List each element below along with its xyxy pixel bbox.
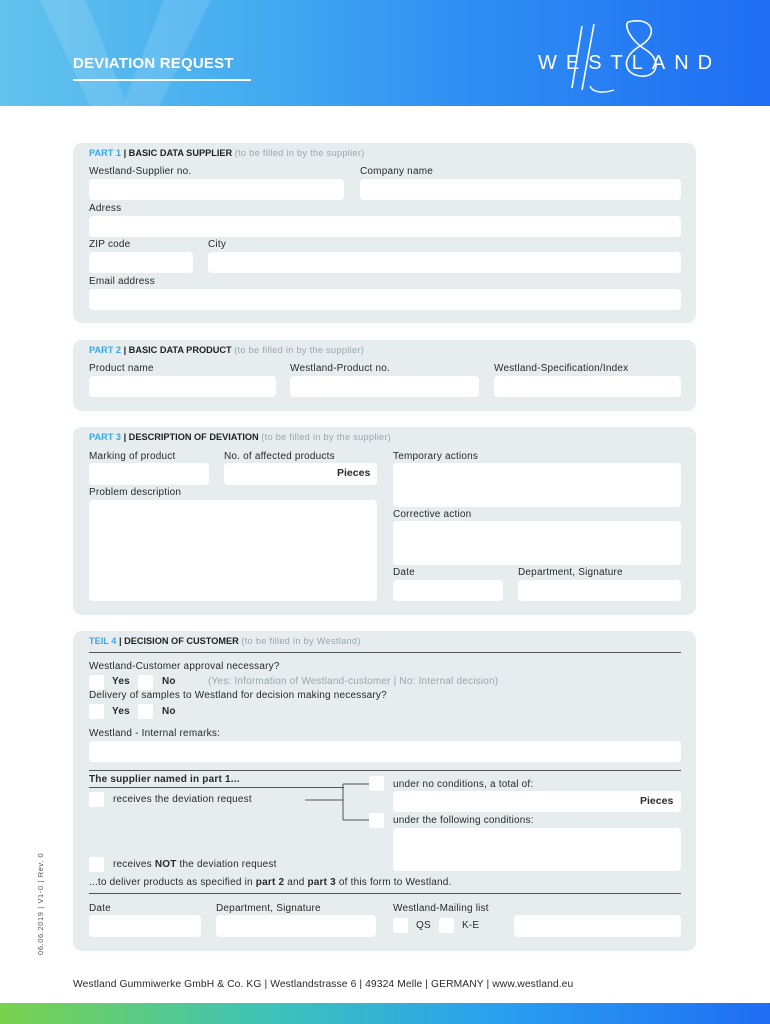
- page-title: DEVIATION REQUEST: [73, 55, 234, 72]
- address-label: Adress: [89, 203, 122, 214]
- remarks-divider: [89, 770, 681, 771]
- problem-description-label: Problem description: [89, 487, 182, 498]
- affected-products-label: No. of affected products: [224, 451, 335, 462]
- part1-title: PART 1 | BASIC DATA SUPPLIER (to be filled in by the supplier): [89, 148, 365, 158]
- city-field[interactable]: [208, 252, 681, 273]
- receives-checkbox[interactable]: [89, 792, 104, 807]
- logo-text: WESTLAND: [538, 52, 722, 74]
- internal-remarks-label: Westland - Internal remarks:: [89, 728, 221, 739]
- part3-title: PART 3 | DESCRIPTION OF DEVIATION (to be filled in by the supplier): [89, 432, 392, 442]
- footer-gradient-bar: [0, 1003, 770, 1024]
- product-name-label: Product name: [89, 363, 154, 374]
- supplier-no-field[interactable]: [89, 179, 344, 200]
- specification-field[interactable]: [494, 376, 681, 397]
- samples-no-label: No: [162, 706, 176, 717]
- email-label: Email address: [89, 276, 155, 287]
- following-conditions-checkbox[interactable]: [369, 813, 384, 828]
- approval-yes-label: Yes: [112, 676, 130, 687]
- company-footer: Westland Gummiwerke GmbH & Co. KG | Westlandstrasse 6 | 49324 Melle | GERMANY | www.westland.eu: [73, 979, 574, 990]
- zip-label: ZIP code: [89, 239, 131, 250]
- part4-title-rule: [89, 652, 681, 653]
- part3-date-field[interactable]: [393, 580, 503, 601]
- company-name-field[interactable]: [360, 179, 681, 200]
- header-banner: [0, 0, 770, 106]
- pieces-unit: Pieces: [337, 467, 371, 479]
- product-no-field[interactable]: [290, 376, 479, 397]
- part3-department-label: Department, Signature: [518, 567, 623, 578]
- westland-logo: [532, 14, 722, 98]
- city-label: City: [208, 239, 227, 250]
- zip-field[interactable]: [89, 252, 193, 273]
- no-conditions-label: under no conditions, a total of:: [393, 779, 534, 790]
- receives-not-checkbox[interactable]: [89, 857, 104, 872]
- specification-label: Westland-Specification/Index: [494, 363, 629, 374]
- part3-date-label: Date: [393, 567, 415, 578]
- approval-no-checkbox[interactable]: [138, 675, 153, 690]
- approval-no-label: No: [162, 676, 176, 687]
- qs-checkbox[interactable]: [393, 918, 408, 933]
- westland-v-mark: [30, 0, 220, 106]
- approval-question: Westland-Customer approval necessary?: [89, 661, 280, 672]
- mailing-list-field[interactable]: [514, 915, 681, 937]
- following-conditions-label: under the following conditions:: [393, 815, 534, 826]
- qs-label: QS: [416, 920, 431, 931]
- company-name-label: Company name: [360, 166, 433, 177]
- internal-remarks-field[interactable]: [89, 741, 681, 762]
- total-pieces-unit: Pieces: [640, 795, 674, 807]
- part4-title: TEIL 4 | DECISION OF CUSTOMER (to be filled in by Westland): [89, 636, 361, 646]
- samples-yes-label: Yes: [112, 706, 130, 717]
- title-underline: [73, 79, 251, 81]
- supplier-named-label: The supplier named in part 1...: [89, 774, 240, 785]
- part4-department-field[interactable]: [216, 915, 376, 937]
- problem-description-field[interactable]: [89, 500, 377, 601]
- total-pieces-field[interactable]: [393, 791, 681, 812]
- corrective-action-label: Corrective action: [393, 509, 472, 520]
- marking-field[interactable]: [89, 463, 209, 485]
- part2-title: PART 2 | BASIC DATA PRODUCT (to be filled in by the supplier): [89, 345, 365, 355]
- deliver-statement: ...to deliver products as specified in part 2 and part 3 of this form to Westland.: [89, 877, 452, 888]
- address-field[interactable]: [89, 216, 681, 237]
- part4-date-label: Date: [89, 903, 111, 914]
- product-no-label: Westland-Product no.: [290, 363, 390, 374]
- no-conditions-checkbox[interactable]: [369, 776, 384, 791]
- samples-question: Delivery of samples to Westland for decision making necessary?: [89, 690, 387, 701]
- part4-date-field[interactable]: [89, 915, 201, 937]
- temporary-actions-label: Temporary actions: [393, 451, 479, 462]
- mailing-list-label: Westland-Mailing list: [393, 903, 489, 914]
- approval-yes-checkbox[interactable]: [89, 675, 104, 690]
- samples-yes-checkbox[interactable]: [89, 704, 104, 719]
- ke-checkbox[interactable]: [439, 918, 454, 933]
- receives-label: receives the deviation request: [113, 794, 252, 805]
- receives-not-label: receives NOT the deviation request: [113, 859, 277, 870]
- conditions-field[interactable]: [393, 828, 681, 871]
- supplier-no-label: Westland-Supplier no.: [89, 166, 192, 177]
- temporary-actions-field[interactable]: [393, 463, 681, 507]
- approval-hint: (Yes: Information of Westland-customer | No: Internal decision): [208, 676, 499, 687]
- part3-department-field[interactable]: [518, 580, 681, 601]
- deliver-divider: [89, 893, 681, 894]
- branch-connector: [305, 780, 375, 825]
- samples-no-checkbox[interactable]: [138, 704, 153, 719]
- document-version: 06.06.2019 | V1-0 | Rev. 0: [36, 852, 45, 955]
- corrective-action-field[interactable]: [393, 521, 681, 565]
- product-name-field[interactable]: [89, 376, 276, 397]
- ke-label: K-E: [462, 920, 480, 931]
- email-field[interactable]: [89, 289, 681, 310]
- marking-label: Marking of product: [89, 451, 176, 462]
- part4-department-label: Department, Signature: [216, 903, 321, 914]
